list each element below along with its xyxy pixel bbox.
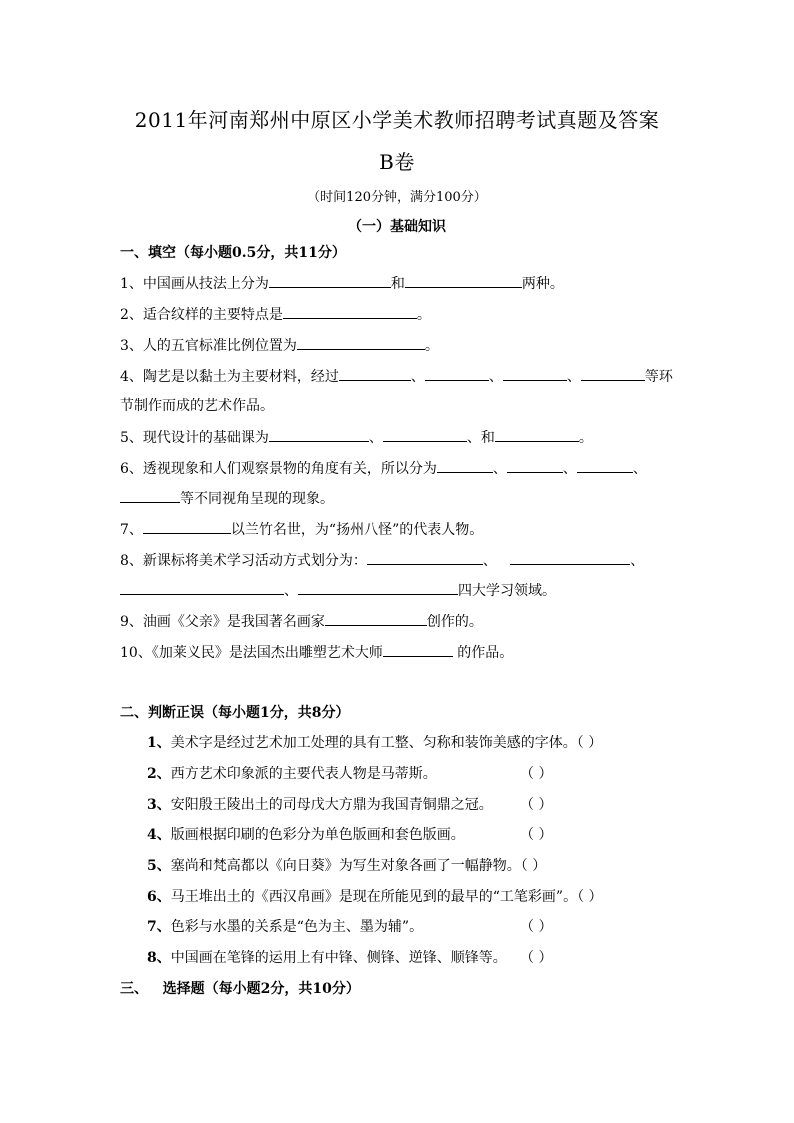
tf-item: 7、色彩与水墨的关系是“色为主、墨为辅”。	[147, 919, 424, 935]
answer-blank[interactable]	[383, 642, 453, 657]
answer-blank[interactable]	[120, 580, 284, 595]
answer-blank[interactable]	[510, 550, 630, 565]
answer-parenthesis[interactable]: （ ）	[520, 797, 553, 813]
answer-blank[interactable]	[120, 488, 180, 503]
q6-continued: 等不同视角呈现的现象。	[120, 488, 334, 509]
part2-heading: 二、判断正误（每小题1分，共8分）	[120, 705, 350, 721]
q8-continued: 、 四大学习领域。	[120, 580, 556, 601]
q8: 8、新课标将美术学习活动方式划分为： 、 、	[120, 550, 644, 571]
tf-item: 1、美术字是经过艺术加工处理的具有工整、匀称和装饰美感的字体。（ ）	[147, 735, 603, 751]
answer-blank[interactable]	[437, 458, 493, 473]
tf-item: 5、塞尚和梵高都以《向日葵》为写生对象各画了一幅静物。（ ）	[147, 858, 547, 874]
answer-blank[interactable]	[425, 366, 489, 381]
answer-parenthesis[interactable]: （ ）	[520, 919, 553, 935]
answer-blank[interactable]	[503, 366, 567, 381]
answer-parenthesis[interactable]: （ ）	[520, 950, 553, 966]
answer-blank[interactable]	[339, 366, 411, 381]
part1-heading: 一、填空（每小题0.5分，共11分）	[120, 245, 346, 261]
q9: 9、油画《父亲》是我国著名画家 创作的。	[120, 611, 483, 632]
answer-blank[interactable]	[297, 335, 425, 350]
section-title: （一）基础知识	[348, 219, 446, 235]
q10: 10、《加莱义民》是法国杰出雕塑艺术大师 的作品。	[120, 642, 513, 663]
q7: 7、 以兰竹名世，为“扬州八怪”的代表人物。	[120, 519, 483, 540]
answer-parenthesis[interactable]: （ ）	[520, 827, 553, 843]
answer-blank[interactable]	[581, 366, 645, 381]
answer-blank[interactable]	[383, 427, 467, 442]
q6: 6、透视现象和人们观察景物的角度有关，所以分为 、 、 、	[120, 458, 647, 479]
answer-blank[interactable]	[495, 427, 579, 442]
tf-item: 6、马王堆出土的《西汉帛画》是现在所能见到的最早的“工笔彩画”。（ ）	[147, 889, 603, 905]
part3-heading: 三、 选择题（每小题2分，共10分）	[120, 981, 360, 997]
q1: 1、中国画从技法上分为 和 两种。	[120, 273, 564, 294]
exam-version: B卷	[379, 150, 415, 174]
answer-blank[interactable]	[405, 273, 522, 288]
exam-title: 2011年河南郑州中原区小学美术教师招聘考试真题及答案	[134, 108, 660, 132]
answer-blank[interactable]	[325, 611, 427, 626]
answer-blank[interactable]	[577, 458, 633, 473]
tf-item: 2、西方艺术印象派的主要代表人物是马蒂斯。	[147, 766, 437, 782]
q3: 3、人的五官标准比例位置为 。	[120, 335, 439, 356]
q4-continued: 节制作而成的艺术作品。	[120, 398, 274, 414]
answer-blank[interactable]	[298, 580, 458, 595]
answer-blank[interactable]	[143, 519, 231, 534]
q2: 2、适合纹样的主要特点是 。	[120, 304, 431, 325]
answer-blank[interactable]	[269, 273, 391, 288]
tf-item: 3、安阳殷王陵出土的司母戊大方鼎为我国青铜鼎之冠。	[147, 797, 493, 813]
answer-blank[interactable]	[367, 550, 483, 565]
q5: 5、现代设计的基础课为 、 、和 。	[120, 427, 593, 448]
tf-item: 4、版画根据印刷的色彩分为单色版画和套色版画。	[147, 827, 465, 843]
q4: 4、陶艺是以黏土为主要材料，经过 、 、 、 等环	[120, 366, 673, 387]
exam-time-note: （时间120分钟，满分100分）	[307, 190, 487, 205]
tf-item: 8、中国画在笔锋的运用上有中锋、侧锋、逆锋、顺锋等。	[147, 950, 507, 966]
answer-parenthesis[interactable]: （ ）	[520, 766, 553, 782]
answer-blank[interactable]	[269, 427, 369, 442]
answer-blank[interactable]	[283, 304, 417, 319]
answer-blank[interactable]	[507, 458, 563, 473]
